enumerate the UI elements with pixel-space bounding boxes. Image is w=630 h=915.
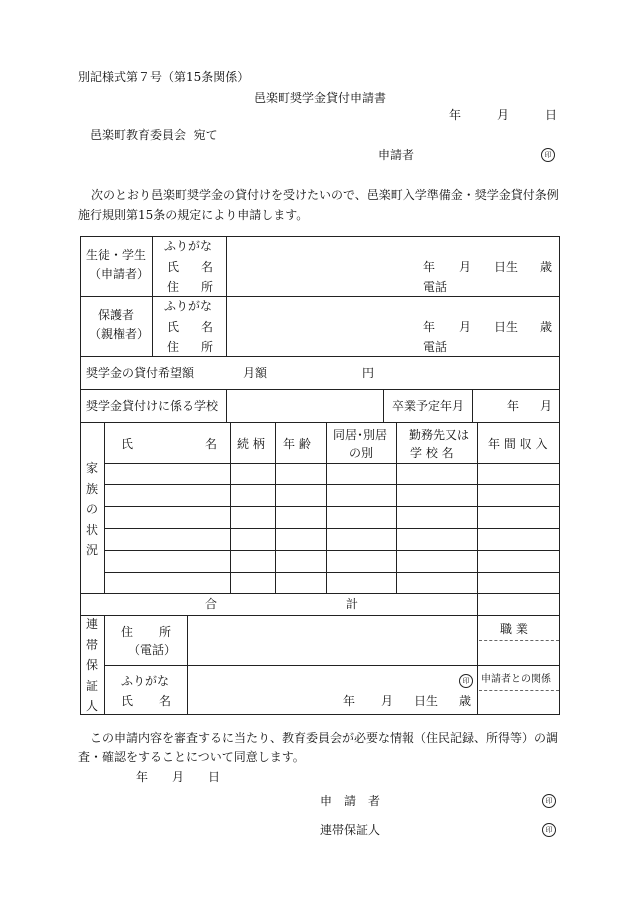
intro-line-1: 次のとおり邑楽町奨学金の貸付けを受けたいので、邑楽町入学準備金・奨学金貸付条例 [91,188,559,202]
intro-line-2: 施行規則第15条の規定により申請します。 [78,208,309,222]
guardian-address-label-a: 住 [167,340,180,354]
guardian-age: 歳 [540,320,553,334]
consent-day: 日 [208,770,221,784]
student-name-label-a: 氏 [167,260,180,274]
family-col-income: 年 間 収 入 [488,437,548,451]
guardian-birth-year: 年 [423,320,436,334]
family-col-live-2: の別 [349,446,374,460]
consent-month: 月 [172,770,185,784]
header-month: 月 [497,108,510,122]
graduation-year: 年 [507,399,520,413]
student-address-label-b: 所 [201,280,214,294]
consent-guarantor-seal-icon: 印 [542,823,556,837]
student-phone-label: 電話 [423,280,448,294]
school-label: 奨学金貸付けに係る学校 [86,399,219,413]
guarantor-birth-month: 月 [381,694,394,708]
guardian-label: 保護者 [98,308,135,322]
guarantor-address-label-a: 住 [121,625,134,639]
consent-line-1: この申請内容を審査するに当たり、教育委員会が必要な情報（住民記録、所得等）の調 [90,731,559,745]
guardian-sublabel: （親権者） [89,327,150,341]
consent-line-2: 査・確認をすることについて同意します。 [78,750,305,764]
family-side-label: 家 族 の 状 況 [85,461,98,557]
guarantor-age: 歳 [459,694,472,708]
consent-guarantor-label: 連帯保証人 [320,823,381,837]
family-col-live-1: 同居･別居 [333,428,388,442]
guardian-phone-label: 電話 [423,340,448,354]
guarantor-name-label-b: 名 [159,694,172,708]
guardian-furigana-label: ふりがな [164,299,213,313]
applicant-label: 申請者 [378,148,415,162]
graduation-month: 月 [540,399,553,413]
student-label: 生徒・学生 [86,248,147,262]
guarantor-birth-year: 年 [343,694,356,708]
header-year: 年 [449,108,462,122]
form-title: 邑楽町奨学金貸付申請書 [254,91,387,105]
student-name-label-b: 名 [201,260,214,274]
student-furigana-label: ふりがな [164,239,213,253]
guardian-birth-month: 月 [459,320,472,334]
family-col-work-2: 学 校 名 [410,446,454,460]
student-address-label-a: 住 [167,280,180,294]
guarantor-furigana-label: ふりがな [121,674,170,688]
family-col-name-b: 名 [205,437,218,451]
loan-amount-label: 奨学金の貸付希望額 [86,366,195,380]
guarantor-phone-label: （電話） [128,643,177,657]
monthly-amount-label: 月額 [243,366,268,380]
guarantor-relation-label: 申請者との関係 [481,674,551,685]
guardian-name-label-b: 名 [201,320,214,334]
consent-applicant-seal-icon: 印 [542,794,556,808]
graduation-label: 卒業予定年月 [392,399,465,413]
guarantor-seal-icon: 印 [459,674,473,688]
family-col-age: 年 齢 [283,437,311,451]
family-col-relation: 続 柄 [237,437,265,451]
consent-applicant-label: 申 請 者 [320,794,381,808]
family-total-b: 計 [346,597,359,611]
student-birth-month: 月 [459,260,472,274]
family-total-a: 合 [205,597,218,611]
guarantor-address-label-b: 所 [159,625,172,639]
guardian-name-label-a: 氏 [167,320,180,334]
form-number: 別記様式第７号（第15条関係） [78,70,250,84]
header-day: 日 [545,108,558,122]
recipient: 邑楽町教育委員会 宛て [90,128,218,142]
student-birth-year: 年 [423,260,436,274]
student-age: 歳 [540,260,553,274]
family-col-name-a: 氏 [121,437,134,451]
seal-icon: 印 [541,148,555,162]
consent-year: 年 [136,770,149,784]
family-col-work-1: 勤務先又は [409,428,470,442]
guarantor-occupation-label: 職 業 [500,622,528,636]
guarantor-birth-day: 日生 [414,694,439,708]
student-birth-day: 日生 [494,260,519,274]
guarantor-name-label-a: 氏 [121,694,134,708]
guardian-birth-day: 日生 [494,320,519,334]
guarantor-side-label: 連 帯 保 証 人 [85,617,98,713]
yen-label: 円 [362,366,375,380]
guardian-address-label-b: 所 [201,340,214,354]
student-sublabel: （申請者） [89,267,150,281]
